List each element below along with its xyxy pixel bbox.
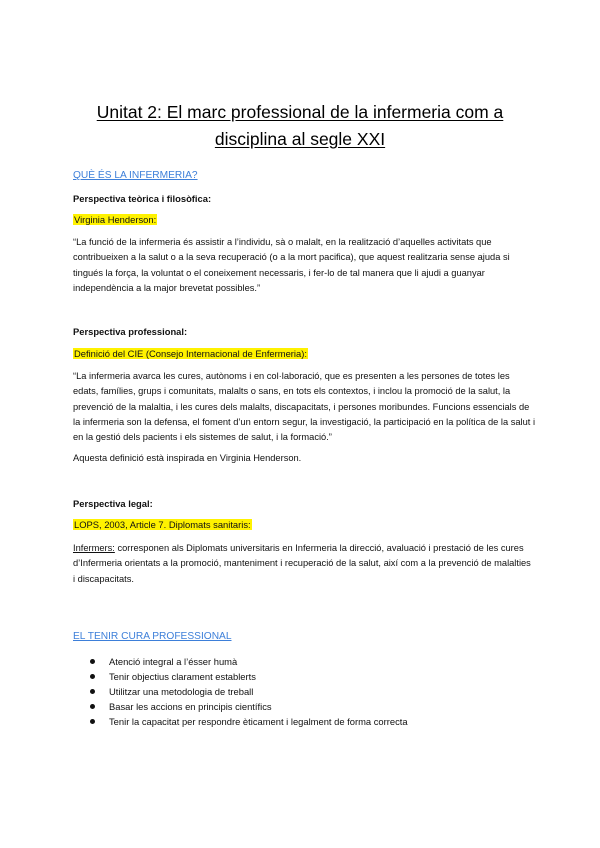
theoretical-perspective-label: Perspectiva teòrica i filosòfica: — [73, 193, 212, 204]
bullet-icon — [90, 674, 95, 679]
list-item — [90, 654, 408, 669]
legal-perspective-label: Perspectiva legal: — [73, 498, 153, 509]
section-heading-tenir-cura: EL TENIR CURA PROFESSIONAL — [73, 631, 232, 642]
list-item-text: Atenció integral a l’ésser humà — [109, 656, 238, 667]
list-item — [90, 669, 408, 684]
lops-paragraph — [73, 541, 535, 587]
bullet-icon — [90, 659, 95, 664]
cie-highlight — [73, 348, 308, 359]
bullet-icon — [90, 719, 95, 724]
infermers-term: Infermers: — [73, 543, 115, 553]
list-item — [90, 714, 408, 729]
list-item-text: Tenir la capacitat per respondre èticament i legalment de forma correcta — [109, 716, 408, 728]
cie-note: Aquesta definició està inspirada en Virginia Henderson. — [73, 453, 302, 463]
list-item-text: Tenir objectius clarament establerts — [109, 671, 256, 683]
bullet-icon — [90, 704, 95, 709]
list-item — [90, 699, 408, 714]
list-item — [90, 684, 408, 699]
page-title: Unitat 2: El marc professional de la infermeria com a disciplina al segle XXI — [96, 102, 504, 149]
tenir-cura-list — [90, 654, 408, 729]
henderson-quote: “La funció de la infermeria és assistir a l’individu, sà o malalt, en la realització d’aquelles activitats que contribueixen a la salut o a la seva recuperació (o a la mort pacifica), que aquest realitzaria sense ajuda si tingués la força, la voluntat o el coneixement necessaris, i fer-lo de tal manera que li ajudi a guanyar independència a la major brevetat possibles.” — [73, 237, 510, 293]
section-heading-que-es-la-infermeria: QUÈ ÉS LA INFERMERIA? — [73, 170, 198, 181]
cie-quote: “La infermeria avarca les cures, autònoms i en col·laboració, que es presenten a les persones de totes les edats, famílies, grups i comunitats, malalts o sans, en tots els contextos, i inclou la promoció de la salut, la prevenció de la malaltia, i les cures dels malalts, discapacitats, i persones moribundes. Funcions essencials de la infermeria son la defensa, el foment d’un entorn segur, la investigació, la participació en la política de la salut i en la gestió dels pacients i els sistemes de salut, i la formació.” — [73, 371, 536, 443]
bullet-icon — [90, 689, 95, 694]
lops-highlight — [73, 519, 252, 530]
henderson-highlight-text: Virginia Henderson: — [74, 214, 157, 225]
lops-text: corresponen als Diplomats universitaris en Infermeria la direcció, avaluació i prestació de les cures d’Infermeria orientats a la promoció, manteniment i recuperació de la salut, així com a la prevenció de malalties i discapacitats. — [73, 543, 531, 584]
henderson-highlight — [73, 214, 157, 225]
lops-highlight-text: LOPS, 2003, Article 7. Diplomats sanitaris: — [74, 519, 251, 530]
professional-perspective-label: Perspectiva professional: — [73, 326, 188, 337]
list-item-text: Basar les accions en principis científics — [109, 701, 272, 713]
cie-highlight-text: Definició del CIE (Consejo Internacional de Enfermeria): — [74, 348, 307, 359]
list-item-text: Utilitzar una metodologia de treball — [109, 686, 254, 698]
